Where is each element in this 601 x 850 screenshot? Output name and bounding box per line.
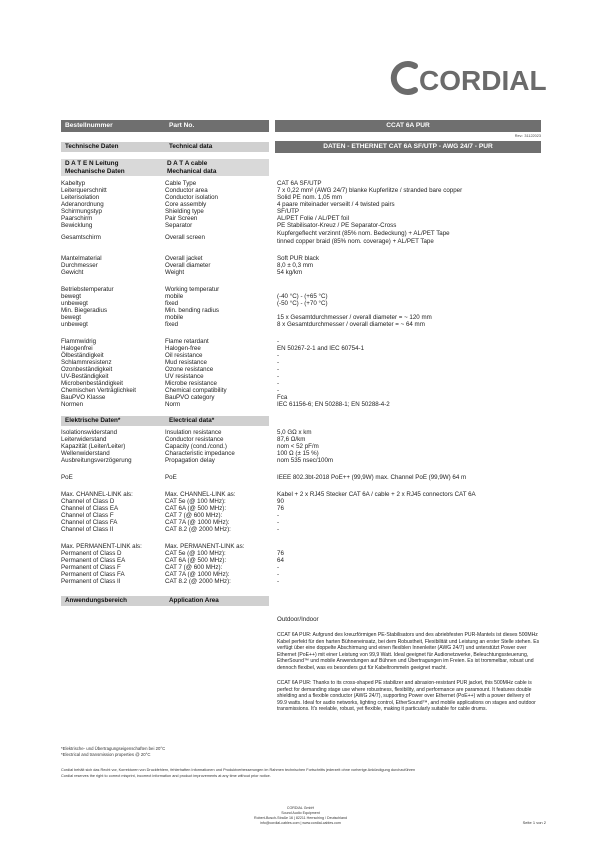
row-value: 76 — [277, 550, 284, 557]
mech-en2: Mechanical data — [167, 167, 217, 175]
tech-header-bar — [61, 142, 269, 152]
row-value: SF/UTP — [277, 208, 300, 215]
row-label-de: Betriebstemperatur — [61, 286, 114, 293]
row-label-en: CAT 5e (@ 100 MHz): — [165, 498, 226, 505]
row-label-en: BauPVO category — [165, 394, 215, 401]
row-label-en: CAT 8.2 (@ 2000 MHz): — [165, 526, 231, 533]
row-value: (-40 °C) - (+65 °C) — [277, 293, 328, 300]
row-label-de: Mantelmaterial — [61, 255, 102, 262]
row-label-de: Paarschirm — [61, 215, 93, 222]
row-label-en: Mud resistance — [165, 359, 207, 366]
row-value: 64 — [277, 557, 284, 564]
row-value: CAT 6A SF/UTP — [277, 180, 322, 187]
electrical-de: Elektrische Daten* — [65, 417, 121, 424]
row-label-de: Durchmesser — [61, 262, 98, 269]
row-label-de: Channel of Class II — [61, 526, 114, 533]
electrical-section-header — [61, 416, 269, 426]
row-label-de: unbewegt — [61, 300, 88, 307]
row-label-en: Insulation resistance — [165, 429, 222, 436]
row-label-de: Permanent of Class D — [61, 550, 122, 557]
row-label-en: CAT 6A (@ 500 MHz): — [165, 557, 227, 564]
row-value: 4 paare miteinader verseilt / 4 twisted pairs — [277, 201, 395, 208]
mech-en1: D A T A cable — [167, 160, 208, 167]
row-label-en: CAT 7A (@ 1000 MHz): — [165, 571, 230, 578]
row-label-de: Ölbeständigkeit — [61, 352, 104, 359]
row-label-en: Microbe resistance — [165, 380, 217, 387]
mech-de1: D A T E N Leitung — [65, 160, 119, 167]
row-label-en: CAT 5e (@ 100 MHz): — [165, 550, 226, 557]
row-label-de: BauPVO Klasse — [61, 394, 106, 401]
row-label-en: Separator — [165, 222, 193, 229]
row-label-de: Channel of Class FA — [61, 519, 118, 526]
row-value: - — [277, 564, 280, 571]
row-label-en: Ozone resistance — [165, 366, 214, 373]
row-value: Solid PE nom. 1,05 mm — [277, 194, 342, 201]
row-value: - — [277, 512, 280, 519]
row-label-en: Pair Screen — [165, 215, 198, 222]
row-label-de: Gesamtschirm — [61, 234, 101, 241]
product-bar — [275, 120, 541, 132]
mech-de2: Mechanische Daten — [65, 167, 125, 175]
row-value: 100 Ω (± 15 %) — [277, 450, 319, 457]
row-value: - — [277, 359, 280, 366]
row-value: - — [277, 338, 280, 345]
row-label-de: Leiterisolation — [61, 194, 100, 201]
disclaimer-en: Cordial reserves the right to correct misprint, incorrect information and product improvements at any time without prior notice. — [61, 774, 271, 778]
row-label-de: Kabeltyp — [61, 180, 86, 187]
note-de: *Elektrische- und Übertragungseigenschaften bei 20°C — [61, 746, 166, 751]
order-bar — [61, 120, 269, 132]
row-label-en: Conductor resistance — [165, 436, 224, 443]
row-label-en: Capacity (cond./cond.) — [165, 443, 227, 450]
application-en: Application Area — [169, 597, 219, 604]
row-label-de: Halogenfrei — [61, 345, 93, 352]
row-value: 54 kg/km — [277, 269, 303, 276]
footer-address: Robert-Bosch-Straße 16 | 82211 Herrsching / Deutschland — [254, 816, 347, 820]
row-label-en: Overall diameter — [165, 262, 211, 269]
row-label-de: Max. CHANNEL-LINK als: — [61, 491, 133, 498]
row-label-en: Characteristic impedance — [165, 450, 235, 457]
row-value: - — [277, 373, 280, 380]
row-label-en: Shielding type — [165, 208, 204, 215]
application-de: Anwendungsbereich — [65, 597, 127, 604]
tech-de: Technische Daten — [65, 143, 119, 150]
row-value: 90 — [277, 498, 284, 505]
row-label-de: Schlammresistenz — [61, 359, 112, 366]
tech-desc-bar — [275, 141, 541, 153]
order-label: Bestellnummer — [65, 122, 113, 129]
row-value: Kabel + 2 x RJ45 Stecker CAT 6A / cable + 2 x RJ45 connectors CAT 6A — [277, 491, 476, 498]
row-label-en: Norm — [165, 401, 181, 408]
row-label-en: CAT 7A (@ 1000 MHz): — [165, 519, 230, 526]
row-label-de: Channel of Class D — [61, 498, 115, 505]
revision: Rev.: 31122023 — [514, 134, 541, 138]
cordial-logo-graphic — [393, 58, 547, 98]
row-label-en: Halogen-free — [165, 345, 201, 352]
page-number: Seite 1 von 2 — [522, 820, 546, 825]
disclaimer-de: Cordial behält sich das Recht vor, Korrekturen von Druckfehlern, fehlerhaften Informationen und Produktverbesserungen im Rahmen technischen Fortschritts jederzeit ohne vorherige Ankündigung durchzuführen — [61, 768, 416, 772]
row-value: Kupfergeflecht verzinnt (85% nom. Bedeckung) + AL/PET Tape — [277, 230, 450, 237]
footer-company: CORDIAL GmbH — [286, 806, 315, 810]
row-value: 87,6 Ω/km — [277, 436, 306, 443]
tech-en: Technical data — [169, 143, 213, 150]
row-label-de: Aderanordnung — [61, 201, 104, 208]
row-label-de: Permanent of Class FA — [61, 571, 125, 578]
row-value: Fca — [277, 394, 288, 401]
row-value: IEEE 802.3bt-2018 PoE++ (99,9W) max. Channel PoE (99,9W) 64 m — [277, 474, 467, 481]
row-label-en: Weight — [165, 269, 185, 276]
row-label-en: CAT 8.2 (@ 2000 MHz): — [165, 578, 231, 585]
row-label-de: Ozonbeständigkeit — [61, 366, 113, 373]
row-label-en: Oil resistance — [165, 352, 203, 359]
electrical-en: Electrical data* — [169, 417, 215, 424]
row-label-de: Ausbreitungsverzögerung — [61, 457, 132, 464]
row-label-en: CAT 7 (@ 600 MHz): — [165, 512, 223, 519]
row-value: 7 x 0,22 mm² (AWG 24/7) blanke Kupferlitze / stranded bare copper — [277, 187, 463, 194]
row-value: - — [277, 526, 280, 533]
row-value: EN 50267-2-1 and IEC 60754-1 — [277, 345, 365, 352]
row-label-de: Leiterquerschnitt — [61, 187, 107, 194]
row-value: IEC 61156-6; EN 50288-1; EN 50288-4-2 — [277, 401, 390, 408]
row-label-de: unbewegt — [61, 321, 88, 328]
row-value: 15 x Gesamtdurchmesser / overall diameter = ~ 120 mm — [277, 314, 432, 321]
row-value: Soft PUR black — [277, 255, 319, 262]
row-label-de: bewegt — [61, 314, 81, 321]
row-value: 8,0 ± 0,3 mm — [277, 262, 314, 269]
row-value: - — [277, 387, 280, 394]
row-label-en: mobile — [165, 314, 184, 321]
row-value: PE Stabilisator-Kreuz / PE Separator-Cross — [277, 222, 397, 229]
row-label-en: UV resistance — [165, 373, 204, 380]
row-label-de: Channel of Class F — [61, 512, 114, 519]
row-label-de: UV-Beständigkeit — [61, 373, 109, 380]
row-value: - — [277, 352, 280, 359]
row-label-en: Overall jacket — [165, 255, 203, 262]
row-label-de: Bewicklung — [61, 222, 93, 229]
row-value: - — [277, 578, 280, 585]
row-label-en: PoE — [165, 474, 177, 481]
description-en: CCAT 6A PUR: Thanks to its cross-shaped PE stabilizer and abrasion-resistant PUR jacket, this 500MHz cable is perfect for demanding stage use where robustness, flexibility, and performance are paramount. It features double shielding and a flexible conductor (AWG 24/7), supporting Power over Ethernet (PoE++) with a power delivery of 99.9 watts. Ideal for audio networks, lighting control, EtherSound™, and mobile applications on stages and outdoor transmissions. It's reelable, robust, yet flexible, making it particularly suitable for cable drums. — [277, 680, 536, 712]
tech-desc: DATEN - ETHERNET CAT 6A SF/UTP - AWG 24/7 - PUR — [323, 143, 493, 150]
row-value: AL/PET Folie / AL/PET foil — [277, 215, 349, 222]
row-label-en: CAT 6A (@ 500 MHz): — [165, 505, 227, 512]
row-value: (-50 °C) - (+70 °C) — [277, 300, 328, 307]
row-label-de: Channel of Class EA — [61, 505, 119, 512]
row-label-de: Min. Biegeradius — [61, 307, 108, 314]
application-value: Outdoor/Indoor — [277, 616, 319, 623]
row-label-de: bewegt — [61, 293, 81, 300]
row-label-en: fixed — [165, 300, 179, 307]
row-label-de: Leiterwiderstand — [61, 436, 107, 443]
row-label-en: mobile — [165, 293, 184, 300]
row-value: 8 x Gesamtdurchmesser / overall diameter = ~ 64 mm — [277, 321, 425, 328]
row-label-en: Chemical compatibility — [165, 387, 227, 394]
row-value: nom 535 nsec/100m — [277, 457, 334, 464]
mechanical-section-header — [61, 159, 269, 176]
row-label-de: Wellenwiderstand — [61, 450, 110, 457]
row-label-de: Kapazität (Leiter/Leiter) — [61, 443, 126, 450]
cordial-logo — [393, 58, 547, 98]
row-label-de: Flammwidrig — [61, 338, 97, 345]
row-label-en: fixed — [165, 321, 179, 328]
row-label-en: Max. PERMANENT-LINK as: — [165, 543, 245, 550]
row-value: nom < 52 pF/m — [277, 443, 319, 450]
row-label-de: Schirmungstyp — [61, 208, 102, 215]
row-label-en: Overall screen — [165, 234, 205, 241]
row-value: - — [277, 380, 280, 387]
part-label: Part No. — [169, 122, 195, 129]
row-label-de: Gewicht — [61, 269, 84, 276]
row-label-de: Permanent of Class II — [61, 578, 121, 585]
product-name: CCAT 6A PUR — [386, 122, 430, 129]
row-label-de: Permanent of Class EA — [61, 557, 126, 564]
application-section-header — [61, 596, 269, 606]
logo-text: CORDIAL — [419, 65, 547, 96]
row-label-en: Conductor area — [165, 187, 208, 194]
row-label-en: Working temperatur — [165, 286, 220, 293]
row-label-de: Isolationswiderstand — [61, 429, 118, 436]
description-de: CCAT 6A PUR: Aufgrund des kreuzförmigen PE-Stabilisators und des abriebfesten PUR-Mantels ist dieses 500MHz Kabel perfekt für den harten Bühneneinsatz, bei dem Robustheit, Flexibilität und Leistung an erster Stelle stehen. Es verfügt über eine doppelte Abschirmung und einen flexiblen Innenleiter (AWG 24/7) und unterstützt Power over Ethernet (PoE++) mit einer Leistung von 99,9 Watt. Ideal geeignet für Audionetzwerke, Beleuchtungssteuerung, EtherSound™ und mobile Anwendungen auf Bühnen und Übertragungen im Freien. Es ist trommelbar, robust und dennoch flexibel, was es besonders gut für Kabeltrommeln geeignet macht. — [277, 632, 540, 671]
footer-contact: info@cordial-cables.com | www.cordial-cables.com — [260, 821, 341, 825]
row-value: - — [277, 519, 280, 526]
row-label-de: Normen — [61, 401, 84, 408]
row-value: 5,0 GΩ x km — [277, 429, 312, 436]
row-label-en: CAT 7 (@ 600 MHz): — [165, 564, 223, 571]
row-label-de: Chemischen Verträglichkeit — [61, 387, 136, 394]
row-label-de: Max. PERMANENT-LINK als: — [61, 543, 142, 550]
row-label-en: Min. bending radius — [165, 307, 220, 314]
row-label-en: Flame retardant — [165, 338, 209, 345]
row-label-en: Core assembly — [165, 201, 207, 208]
row-value: tinned copper braid (85% nom. coverage) + AL/PET Tape — [277, 238, 434, 245]
row-label-en: Conductor isolation — [165, 194, 218, 201]
row-value: - — [277, 366, 280, 373]
row-label-de: Permanent of Class F — [61, 564, 121, 571]
row-label-en: Cable Type — [165, 180, 197, 187]
row-label-de: PoE — [61, 474, 73, 481]
row-value: - — [277, 571, 280, 578]
footer-tagline: Sound Audio Equipment — [281, 811, 320, 815]
row-label-en: Propagation delay — [165, 457, 215, 464]
row-value: 76 — [277, 505, 284, 512]
row-label-en: Max. CHANNEL-LINK as: — [165, 491, 236, 498]
note-en: *Electrical and transmission properties @ 20°C — [61, 752, 151, 757]
row-label-de: Microbenbeständigkeit — [61, 380, 123, 387]
